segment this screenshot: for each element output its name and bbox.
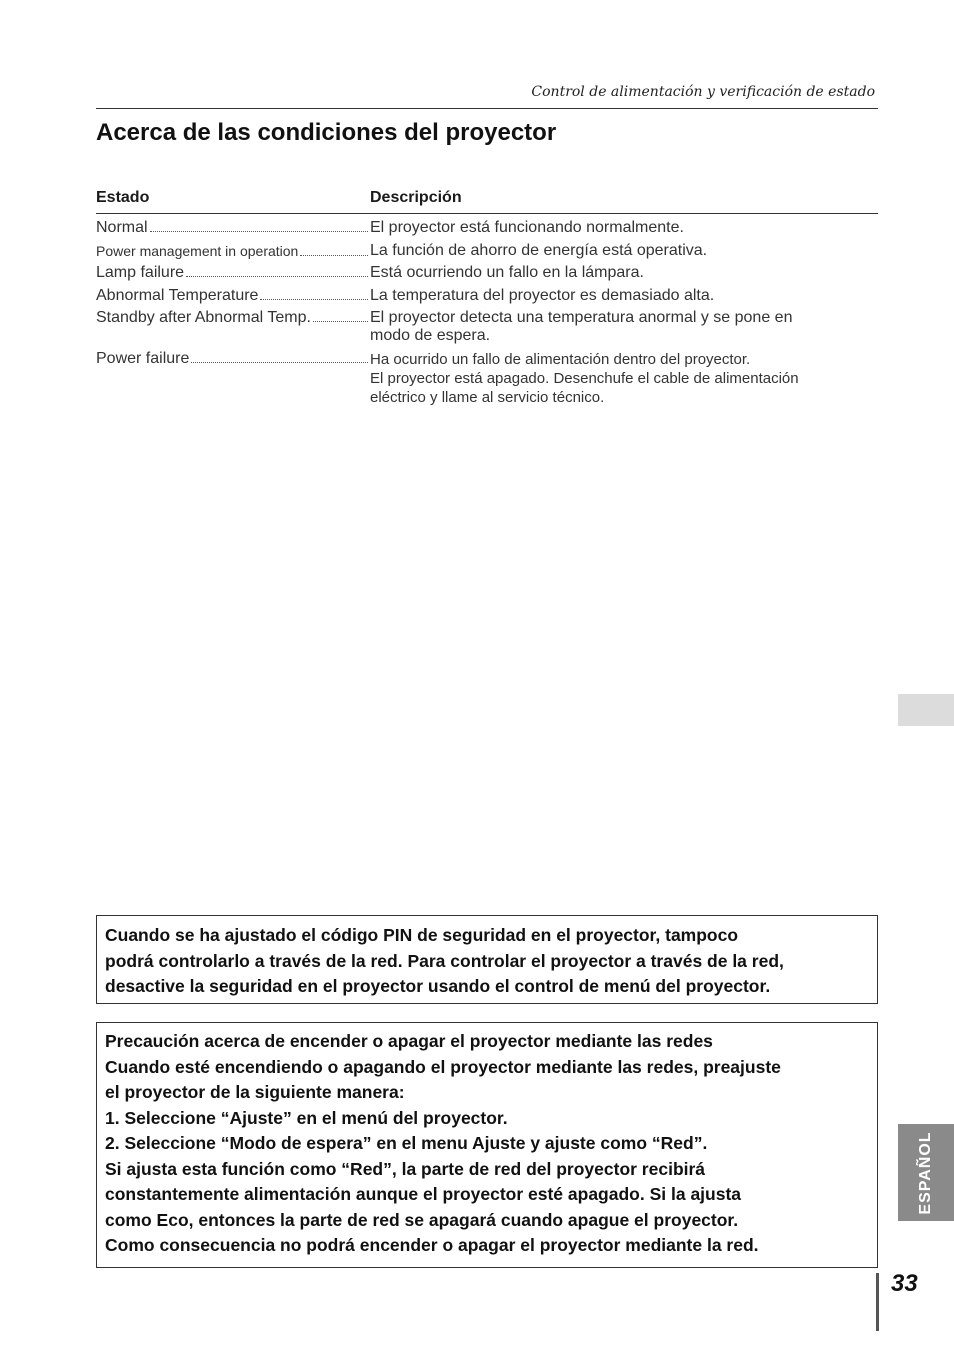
description-text: La temperatura del proyector es demasiado alta.: [370, 287, 715, 304]
table-row: [96, 219, 878, 237]
description-text: La función de ahorro de energía está operativa.: [370, 242, 708, 259]
dot-leader: [300, 255, 368, 256]
dot-leader: [186, 276, 368, 277]
table-row: [96, 242, 878, 260]
dot-leader: [150, 231, 368, 232]
header-rule: [96, 108, 878, 109]
language-tab-label: ESPAÑOL: [917, 1130, 934, 1215]
description-text: El proyector detecta una temperatura anormal y se pone en: [370, 309, 793, 326]
table-row: [96, 309, 878, 345]
description-text: Está ocurriendo un fallo en la lámpara.: [370, 264, 644, 281]
page-number-rule: [876, 1273, 879, 1331]
column-header-state: Estado: [96, 189, 150, 206]
side-tab-marker: [898, 694, 954, 726]
state-label: Abnormal Temperature: [96, 287, 259, 304]
notice-line: podrá controlarlo a través de la red. Para controlar el proyector a través de la red,: [105, 950, 784, 971]
state-label: Power failure: [96, 350, 190, 367]
notice-line: desactive la seguridad en el proyector usando el control de menú del proyector.: [105, 976, 771, 996]
description-text: El proyector está funcionando normalmente.: [370, 219, 684, 236]
description-text: modo de espera.: [370, 327, 491, 344]
description-text: eléctrico y llame al servicio técnico.: [370, 389, 605, 406]
page-title: Acerca de las condiciones del proyector: [96, 119, 557, 146]
table-header: [96, 188, 878, 214]
notice-line: el proyector de la siguiente manera:: [105, 1082, 405, 1102]
notice-line: Cuando esté encendiendo o apagando el proyector mediante las redes, preajuste: [105, 1056, 781, 1077]
dot-leader: [313, 321, 368, 322]
state-label: Standby after Abnormal Temp.: [96, 309, 311, 326]
table-row: [96, 287, 878, 305]
page-number: 33: [891, 1270, 918, 1297]
table-row: [96, 264, 878, 282]
dot-leader: [191, 362, 368, 363]
state-label: Lamp failure: [96, 264, 185, 281]
dot-leader: [260, 299, 368, 300]
language-tab: [898, 1124, 954, 1221]
notice-line: constantemente alimentación aunque el proyector esté apagado. Si la ajusta: [105, 1184, 742, 1204]
description-text: Ha ocurrido un fallo de alimentación dentro del proyector.: [370, 351, 751, 368]
table-row: [96, 350, 878, 407]
state-label: Normal: [96, 219, 148, 236]
notice-line: Como consecuencia no podrá encender o apagar el proyector mediante la red.: [105, 1235, 759, 1255]
status-table: [96, 188, 878, 407]
caution-title: Precaución acerca de encender o apagar el proyector mediante las redes: [105, 1031, 713, 1051]
state-label: Power management in operation: [96, 243, 299, 259]
notice-line: Si ajusta esta función como “Red”, la parte de red del proyector recibirá: [105, 1158, 706, 1179]
description-text: El proyector está apagado. Desenchufe el cable de alimentación: [370, 370, 799, 387]
step-2: 2. Seleccione “Modo de espera” en el menu Ajuste y ajuste como “Red”.: [105, 1133, 708, 1153]
notice-line: Cuando se ha ajustado el código PIN de seguridad en el proyector, tampoco: [105, 925, 739, 945]
step-1: 1. Seleccione “Ajuste” en el menú del proyector.: [105, 1107, 508, 1128]
column-header-description: Descripción: [370, 189, 462, 206]
network-power-caution: [96, 1022, 878, 1268]
security-pin-notice: [96, 915, 878, 1004]
notice-line: como Eco, entonces la parte de red se apagará cuando apague el proyector.: [105, 1209, 739, 1230]
running-header: Control de alimentación y verificación de estado: [531, 84, 875, 100]
